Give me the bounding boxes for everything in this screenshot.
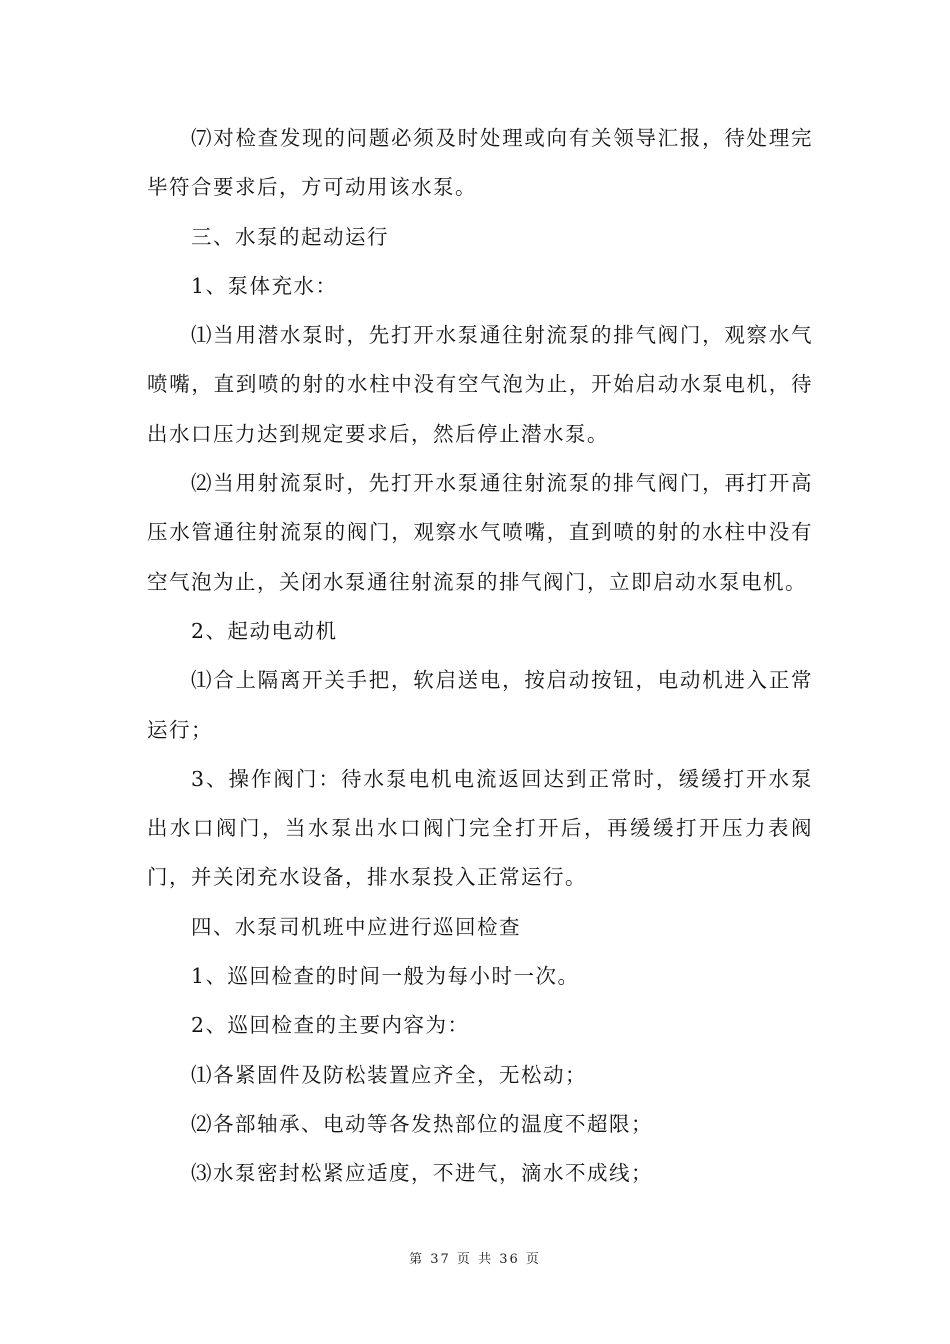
- document-body: [147, 114, 813, 1199]
- subheading: 1、泵体充水：: [191, 273, 338, 298]
- list-item: ⑴各紧固件及防松装置应齐全，无松动；: [191, 1062, 587, 1087]
- page-number-footer: 第 37 页 共 36 页: [409, 1252, 541, 1267]
- list-item: ⑵各部轴承、电动等各发热部位的温度不超限；: [191, 1111, 653, 1136]
- paragraph: ⑴合上隔离开关手把，软启送电，按启动按钮，电动机进入正常运行；: [147, 668, 813, 742]
- paragraph: 3、操作阀门：待水泵电机电流返回达到正常时，缓缓打开水泵出水口阀门，当水泵出水口阀门完全打开后，再缓缓打开压力表阀门，并关闭充水设备，排水泵投入正常运行。: [147, 766, 813, 890]
- paragraph: 1、巡回检查的时间一般为每小时一次。: [191, 964, 580, 989]
- subheading: 2、起动电动机: [191, 618, 338, 643]
- paragraph: ⑵当用射流泵时，先打开水泵通往射流泵的排气阀门，再打开高压水管通往射流泵的阀门，观察水气喷嘴，直到喷的射的水柱中没有空气泡为止，关闭水泵通往射流泵的排气阀门，立即启动水泵电机。: [147, 471, 813, 594]
- section-heading: 四、水泵司机班中应进行巡回检查: [191, 914, 521, 939]
- paragraph: 2、巡回检查的主要内容为：: [191, 1013, 470, 1038]
- section-heading: 三、水泵的起动运行: [191, 224, 389, 249]
- list-item: ⑶水泵密封松紧应适度，不进气，滴水不成线；: [191, 1161, 653, 1186]
- paragraph: ⑴当用潜水泵时，先打开水泵通往射流泵的排气阀门，观察水气喷嘴，直到喷的射的水柱中没有空气泡为止，开始启动水泵电机，待出水口压力达到规定要求后，然后停止潜水泵。: [147, 323, 813, 446]
- paragraph: ⑺对检查发现的问题必须及时处理或向有关领导汇报，待处理完毕符合要求后，方可动用该水泵。: [147, 126, 813, 200]
